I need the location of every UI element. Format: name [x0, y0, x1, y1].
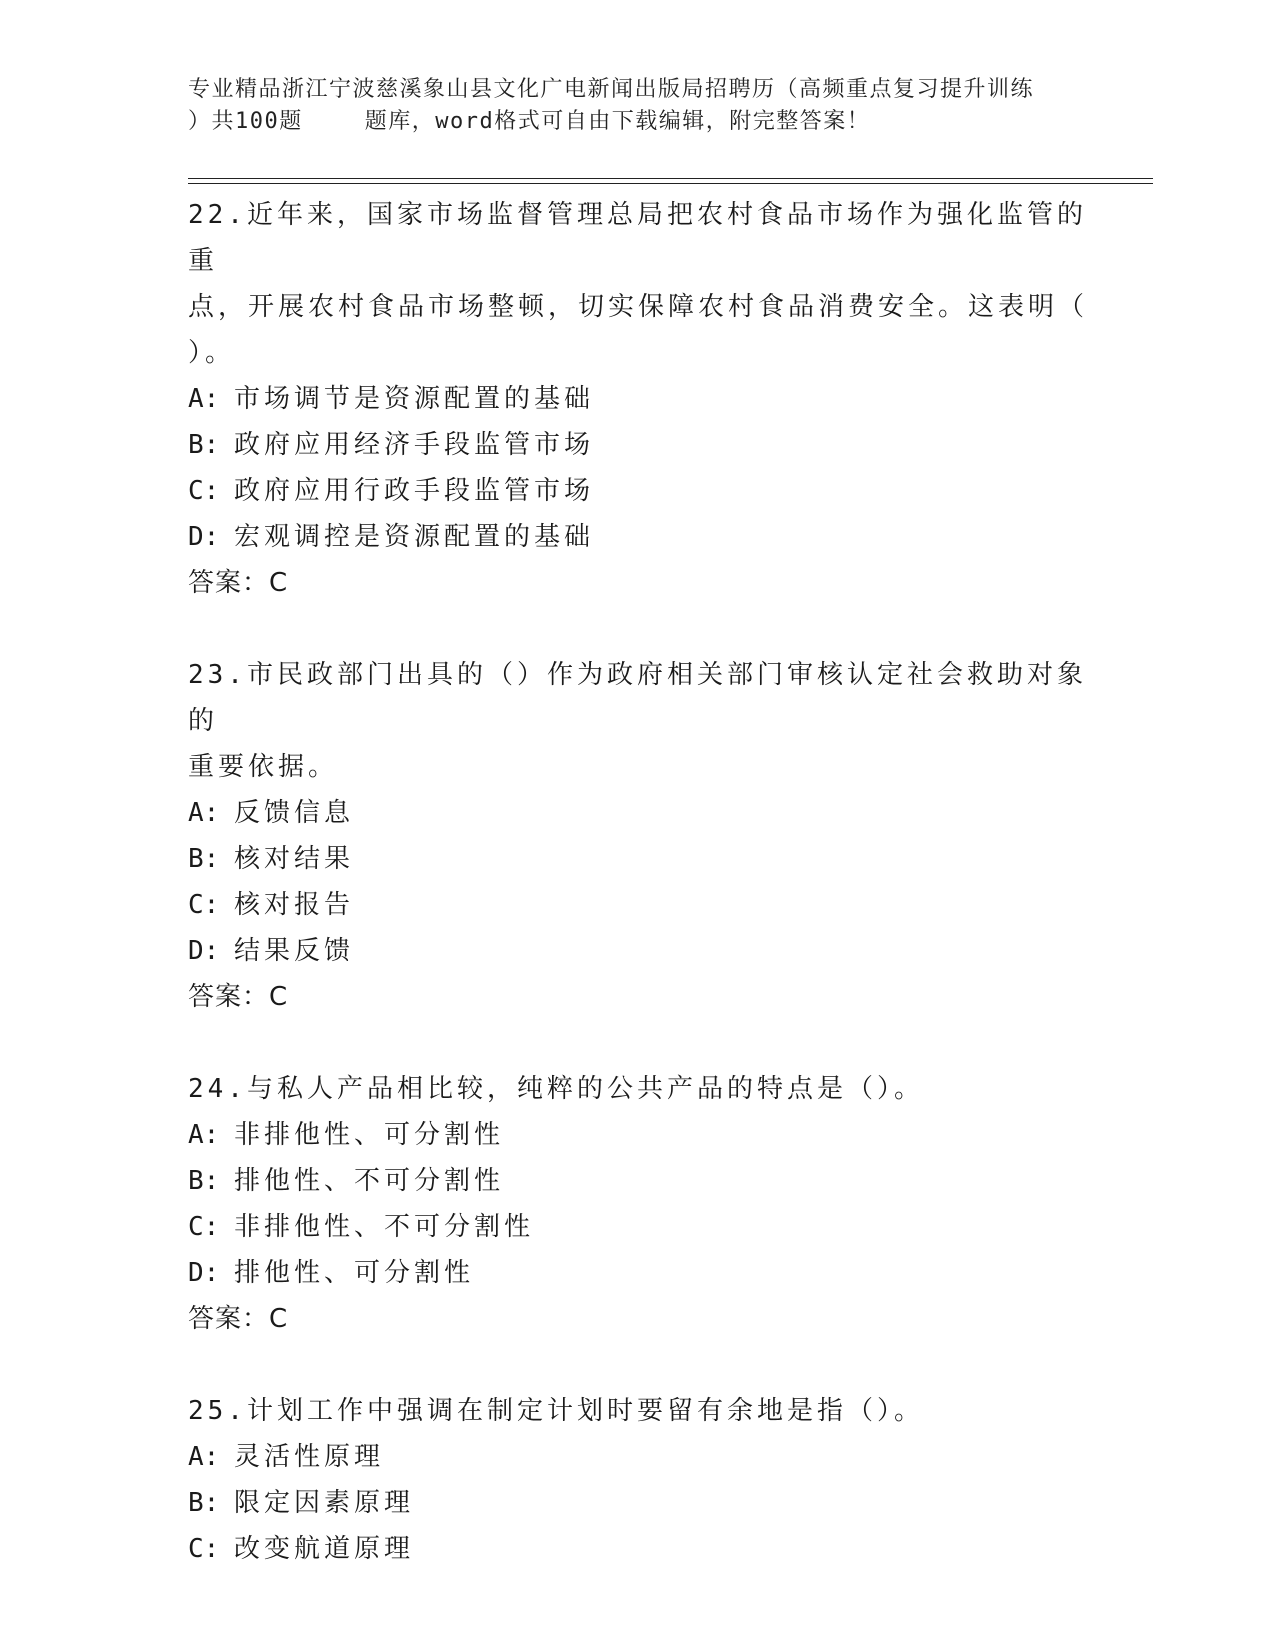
option-letter: A: — [188, 1120, 220, 1150]
option-c — [188, 468, 1088, 514]
option-text: 非排他性、不可分割性 — [234, 1212, 535, 1242]
option-text: 改变航道原理 — [234, 1534, 415, 1564]
header-line-2-part-1: ）共100题 — [188, 109, 303, 134]
question-list — [188, 192, 1088, 1572]
question-stem-line: 24.与私人产品相比较，纯粹的公共产品的特点是（）。 — [188, 1074, 924, 1104]
option-letter: C: — [188, 1534, 220, 1564]
option-c — [188, 1526, 1088, 1572]
question-25 — [188, 1388, 1088, 1572]
answer-line: 答案：C — [188, 1304, 289, 1334]
option-letter: D: — [188, 522, 220, 552]
answer-line: 答案：C — [188, 568, 289, 598]
option-text: 非排他性、可分割性 — [234, 1120, 505, 1150]
option-b — [188, 836, 1088, 882]
header-rule-bottom — [188, 183, 1153, 184]
option-letter: B: — [188, 1166, 220, 1196]
option-letter: B: — [188, 844, 220, 874]
question-stem-line: ）。 — [188, 338, 236, 368]
option-text: 市场调节是资源配置的基础 — [234, 384, 595, 414]
option-letter: A: — [188, 798, 220, 828]
question-24 — [188, 1066, 1088, 1342]
question-stem-line: 重要依据。 — [188, 752, 339, 782]
question-stem-line: 23.市民政部门出具的（）作为政府相关部门审核认定社会救助对象的 — [188, 660, 1087, 736]
question-22 — [188, 192, 1088, 606]
option-text: 政府应用行政手段监管市场 — [234, 476, 595, 506]
option-d — [188, 514, 1088, 560]
option-letter: C: — [188, 890, 220, 920]
option-letter: B: — [188, 1488, 220, 1518]
option-b — [188, 1480, 1088, 1526]
question-stem-line: 25.计划工作中强调在制定计划时要留有余地是指（）。 — [188, 1396, 924, 1426]
option-b — [188, 1158, 1088, 1204]
option-d — [188, 1250, 1088, 1296]
question-stem-line: 点，开展农村食品市场整顿，切实保障农村食品消费安全。这表明（ — [188, 292, 1089, 322]
option-letter: C: — [188, 1212, 220, 1242]
option-letter: D: — [188, 1258, 220, 1288]
header-line-2 — [188, 106, 1088, 138]
option-text: 结果反馈 — [234, 936, 355, 966]
document-header — [188, 74, 1088, 138]
option-a — [188, 790, 1088, 836]
question-stem-line: 22.近年来，国家市场监督管理总局把农村食品市场作为强化监管的重 — [188, 200, 1087, 276]
option-a — [188, 376, 1088, 422]
option-d — [188, 928, 1088, 974]
option-text: 限定因素原理 — [234, 1488, 415, 1518]
option-letter: C: — [188, 476, 220, 506]
header-rule-top — [188, 178, 1153, 179]
option-a — [188, 1434, 1088, 1480]
option-text: 核对结果 — [234, 844, 355, 874]
option-letter: A: — [188, 1442, 220, 1472]
answer-line: 答案：C — [188, 982, 289, 1012]
header-line-1: 专业精品浙江宁波慈溪象山县文化广电新闻出版局招聘历（高频重点复习提升训练 — [188, 77, 1035, 102]
option-b — [188, 422, 1088, 468]
option-text: 宏观调控是资源配置的基础 — [234, 522, 595, 552]
question-23 — [188, 652, 1088, 1020]
option-text: 排他性、不可分割性 — [234, 1166, 505, 1196]
option-text: 灵活性原理 — [234, 1442, 385, 1472]
option-letter: B: — [188, 430, 220, 460]
option-text: 政府应用经济手段监管市场 — [234, 430, 595, 460]
option-text: 反馈信息 — [234, 798, 355, 828]
option-letter: D: — [188, 936, 220, 966]
header-line-2-part-2: 题库，word格式可自由下载编辑，附完整答案！ — [364, 109, 871, 134]
option-letter: A: — [188, 384, 220, 414]
option-text: 排他性、可分割性 — [234, 1258, 475, 1288]
option-text: 核对报告 — [234, 890, 355, 920]
option-c — [188, 882, 1088, 928]
option-c — [188, 1204, 1088, 1250]
option-a — [188, 1112, 1088, 1158]
